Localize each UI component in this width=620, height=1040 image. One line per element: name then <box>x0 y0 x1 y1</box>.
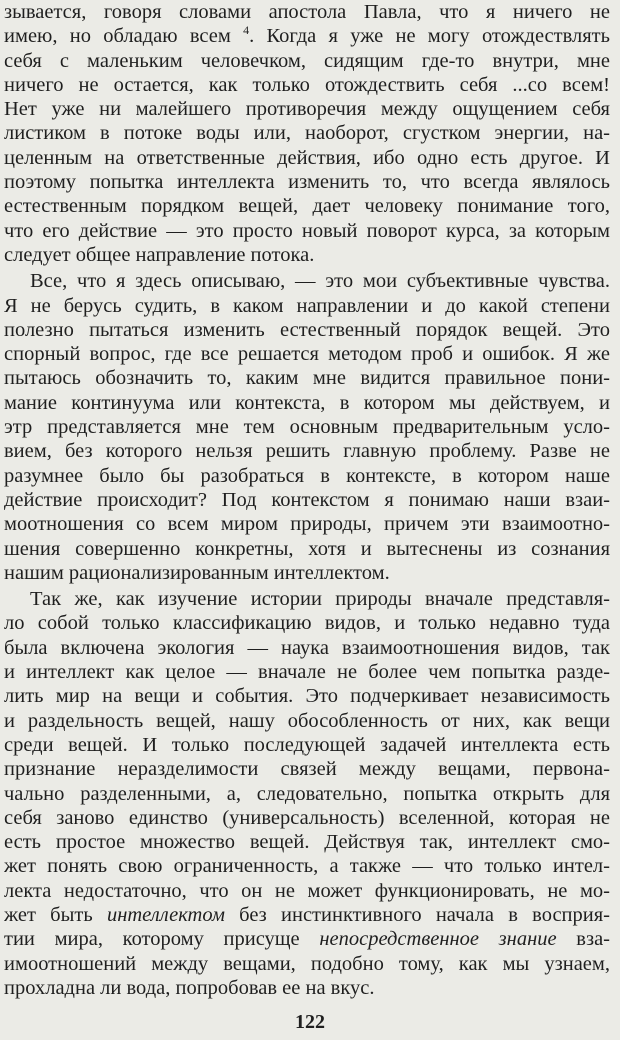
text-line: жет понять свою ограниченность, а также — что только интел- <box>4 855 610 878</box>
text-line: тии мира, которому присуще непосредственное знание вза- <box>4 928 610 951</box>
text-line: лить мир на вещи и события. Это подчеркивает независимость <box>4 685 610 708</box>
text-line: Так же, как изучение истории природы вначале представля- <box>30 588 610 611</box>
text-line: мание континуума или контекста, в котором мы действуем, и <box>4 391 610 414</box>
text-line: естественным порядком вещей, дает человеку понимание того, <box>4 195 610 218</box>
text-line: моотношения со всем миром природы, причем эти взаимоотно- <box>4 513 610 536</box>
text-line: нашим рационализированным интеллектом. <box>4 561 390 584</box>
text-line: полезно пытаться изменить естественный порядок вещей. Это <box>4 318 610 341</box>
text-line: листиком в потоке воды или, наоборот, сгустком энергии, на- <box>4 122 610 145</box>
text-line: ло собой только классификацию видов, и только недавно туда <box>4 612 610 635</box>
paragraph <box>4 269 610 585</box>
text-line: разумнее было бы разобраться в контексте, в котором наше <box>4 464 610 487</box>
text-line: признание неразделимости связей между вещами, первона- <box>4 758 610 781</box>
text-line: следует общее направление потока. <box>4 243 315 266</box>
paragraph <box>4 0 610 267</box>
text-line: поэтому попытка интеллекта изменить то, что всегда являлось <box>4 171 610 194</box>
text-line: была включена экология — наука взаимоотношения видов, так <box>4 636 610 659</box>
text-line: жет быть интеллектом без инстинктивного начала в восприя- <box>4 903 610 926</box>
text-line: Все, что я здесь описываю, — это мои субъективные чувства. <box>30 270 610 293</box>
footnote-marker: 4 <box>243 24 250 38</box>
text-line: и раздельность вещей, нашу обособленность от них, как вещи <box>4 709 610 732</box>
text-line: шения совершенно конкретны, хотя и вытеснены из сознания <box>4 537 610 560</box>
paragraph <box>4 587 610 1000</box>
page-number: 122 <box>295 1011 325 1033</box>
text-line: ничего не остается, как только отождествить себя ...со всем! <box>4 73 610 96</box>
text-line: пытаюсь обозначить то, каким мне видится правильное пони- <box>4 367 610 390</box>
emphasized-text: непосредственное знание <box>319 928 557 951</box>
text-line: целенным на ответственные действия, ибо одно есть другое. И <box>4 146 610 169</box>
text-line: Я не берусь судить, в каком направлении и до какой степени <box>4 294 610 317</box>
text-line: что его действие — это просто новый поворот курса, за которым <box>4 219 610 242</box>
text-line: себя с маленьким человечком, сидящим где-то внутри, мне <box>4 49 610 72</box>
text-line: лекта недостаточно, что он не может функционировать, не мо- <box>4 879 610 902</box>
text-line: себя заново единство (универсальность) вселенной, которая не <box>4 806 610 829</box>
text-line: вием, без которого нельзя решить главную проблему. Разве не <box>4 440 610 463</box>
text-line: имоотношений между вещами, подобно тому, как мы узнаем, <box>4 952 610 975</box>
text-line: зывается, говоря словами апостола Павла, что я ничего не <box>4 1 610 23</box>
text-line: есть простое множество вещей. Действуя так, интеллект смо- <box>4 831 610 854</box>
text-line: спорный вопрос, где все решается методом проб и ошибок. Я же <box>4 343 610 366</box>
text-line: имею, но обладаю всем $^4$. Когда я уже не могу отождествлять <box>4 24 610 48</box>
page-body-text <box>4 0 610 1000</box>
text-line: прохладна ли вода, попробовав ее на вкус. <box>4 976 375 999</box>
emphasized-text: интеллектом <box>106 903 225 926</box>
text-line: действие происходит? Под контекстом я понимаю наши взаи- <box>4 488 610 511</box>
text-line: Нет уже ни малейшего противоречия между ощущением себя <box>4 98 610 121</box>
text-line: этр представляется мне тем основным предварительным усло- <box>4 416 610 439</box>
text-line: и интеллект как целое — вначале не более чем попытка разде- <box>4 661 610 684</box>
text-line: чально разделенными, а, следовательно, попытка открыть для <box>4 782 610 805</box>
text-line: среди вещей. И только последующей задачей интеллекта есть <box>4 733 610 756</box>
